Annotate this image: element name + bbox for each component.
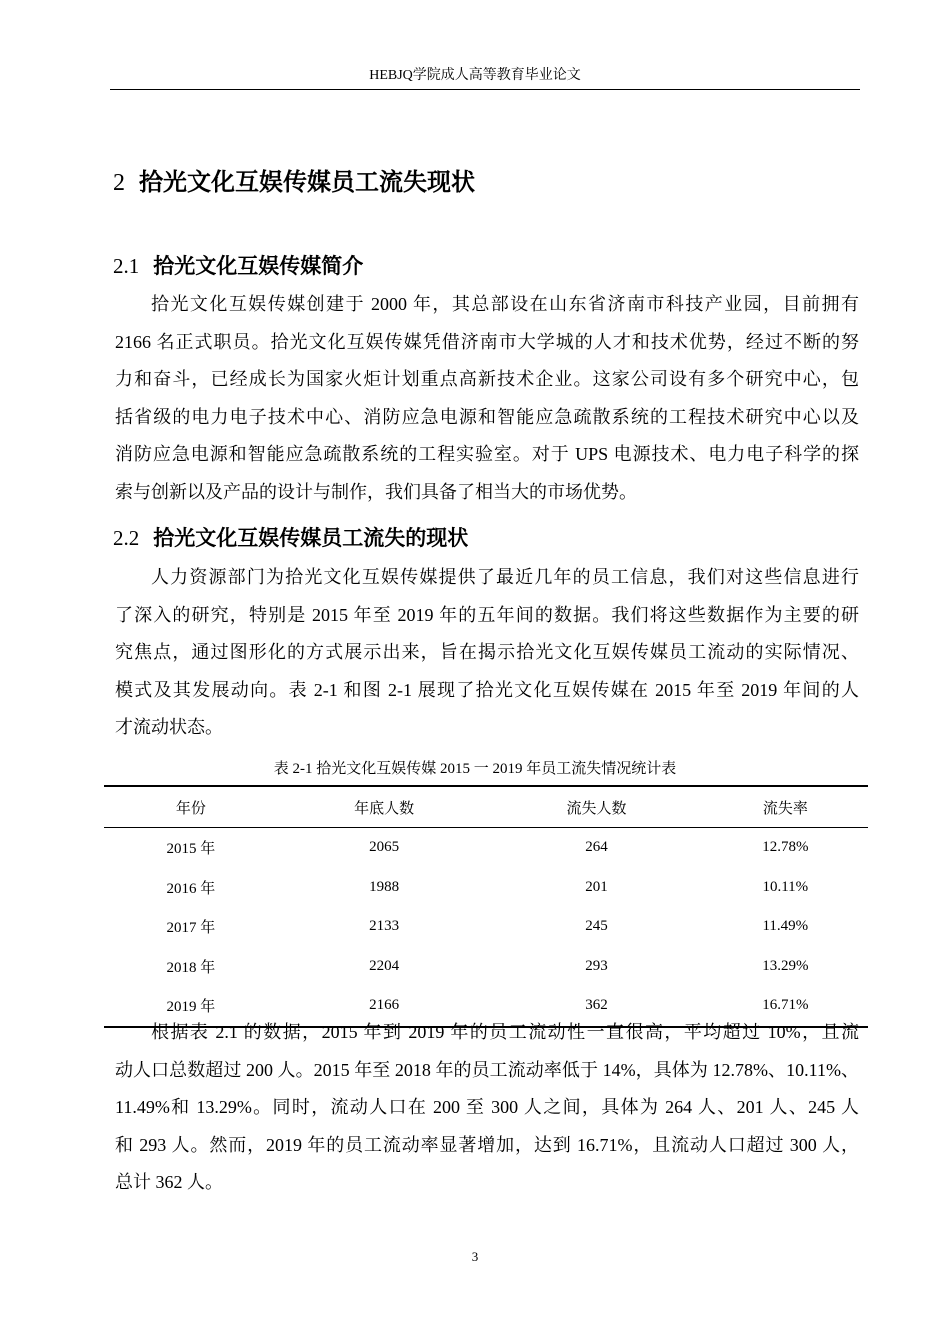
chapter-heading — [113, 162, 475, 197]
section-title: 拾光文化互娱传媒员工流失的现状 — [153, 526, 469, 550]
chapter-title: 拾光文化互娱传媒员工流失现状 — [139, 168, 475, 196]
section-number: 2.2 — [113, 526, 140, 550]
table-cell: 10.11% — [762, 878, 809, 895]
table-cell: 1988 — [369, 878, 400, 895]
table-cell: 201 — [585, 878, 608, 895]
text-line: 人力资源部门为拾光文化互娱传媒提供了最近几年的员工信息，我们对这些信息进行 — [151, 567, 859, 587]
text-line: 力和奋斗，已经成长为国家火炬计划重点高新技术企业。这家公司设有多个研究中心，包 — [115, 369, 859, 389]
text-line: 拾光文化互娱传媒创建于 2000 年，其总部设在山东省济南市科技产业园，目前拥有 — [151, 294, 859, 314]
table-cell: 12.78% — [762, 839, 809, 856]
table-cell: 2166 — [369, 997, 400, 1014]
section-title: 拾光文化互娱传媒简介 — [153, 254, 364, 278]
table-header-row — [104, 786, 868, 828]
turnover-table — [104, 785, 868, 1028]
table-row — [104, 907, 868, 947]
text-line: 2166 名正式职员。拾光文化互娱传媒凭借济南市大学城的人才和技术优势，经过不断的努 — [115, 331, 859, 352]
page-number: 3 — [471, 1249, 479, 1264]
section-heading-2-1 — [113, 250, 363, 280]
column-header: 流失率 — [762, 800, 808, 817]
table-cell: 362 — [585, 997, 608, 1014]
text-line: 索与创新以及产品的设计与制作，我们具备了相当大的市场优势。 — [115, 481, 637, 502]
text-line: 11.49%和 13.29%。同时，流动人口在 200 至 300 人之间，具体为 264 人、201 人、245 人 — [115, 1097, 859, 1117]
chapter-number: 2 — [113, 170, 125, 196]
text-line: 和 293 人。然而，2019 年的员工流动率显著增加，达到 16.71%，且流动人口超过 300 人， — [115, 1134, 859, 1155]
running-header: HEBJQ学院成人高等教育毕业论文 — [369, 68, 581, 83]
text-line: 模式及其发展动向。表 2-1 和图 2-1 展现了拾光文化互娱传媒在 2015 年至 2019 年间的人 — [115, 679, 859, 700]
table-cell: 2019 年 — [166, 999, 216, 1016]
text-line: 根据表 2.1 的数据，2015 年到 2019 年的员工流动性一直很高，平均超过 10%，且流 — [151, 1022, 859, 1042]
section-number: 2.1 — [113, 254, 140, 278]
table-row — [104, 868, 868, 908]
table-cell: 11.49% — [762, 918, 809, 935]
paragraph-status — [115, 559, 859, 747]
paragraph-analysis — [115, 1014, 859, 1202]
text-line: 括省级的电力电子技术中心、消防应急电源和智能应急疏散系统的工程技术研究中心以及 — [115, 406, 859, 427]
table-cell: 264 — [585, 839, 608, 856]
table-cell: 2017 年 — [166, 920, 216, 937]
header-rule — [110, 89, 860, 90]
column-header: 年份 — [175, 800, 206, 817]
table-cell: 245 — [585, 918, 608, 935]
table-cell: 293 — [585, 957, 608, 974]
text-line: 消防应急电源和智能应急疏散系统的工程实验室。对于 UPS 电源技术、电力电子科学的探 — [115, 444, 859, 464]
table-cell: 2016 年 — [166, 880, 216, 897]
table-cell: 2015 年 — [166, 841, 216, 858]
text-line: 总计 362 人。 — [115, 1172, 223, 1192]
table-cell: 2204 — [369, 957, 400, 974]
paragraph-intro — [115, 286, 859, 511]
table-row — [104, 828, 868, 868]
table-cell: 2133 — [369, 918, 400, 935]
table-row — [104, 947, 868, 987]
column-header: 流失人数 — [566, 800, 627, 817]
table-caption: 表 2-1 拾光文化互娱传媒 2015 一 2019 年员工流失情况统计表 — [273, 761, 677, 777]
table-cell: 13.29% — [762, 957, 809, 974]
text-line: 究焦点，通过图形化的方式展示出来，旨在揭示拾光文化互娱传媒员工流动的实际情况、 — [115, 642, 859, 662]
table-cell: 2018 年 — [166, 959, 216, 976]
column-header: 年底人数 — [354, 800, 415, 817]
text-line: 了深入的研究，特别是 2015 年至 2019 年的五年间的数据。我们将这些数据作为主要的研 — [115, 604, 859, 625]
section-heading-2-2 — [113, 522, 468, 552]
text-line: 动人口总数超过 200 人。2015 年至 2018 年的员工流动率低于 14%，具体为 12.78%、10.11%、 — [115, 1059, 859, 1080]
table-cell: 16.71% — [762, 997, 809, 1014]
table-cell: 2065 — [369, 839, 400, 856]
text-line: 才流动状态。 — [115, 717, 223, 737]
